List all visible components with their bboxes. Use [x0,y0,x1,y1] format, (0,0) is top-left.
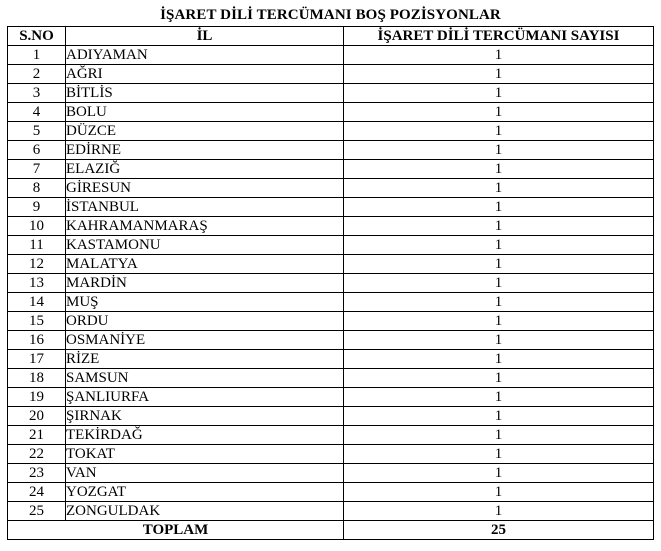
row-sno: 22 [8,445,66,464]
row-sno: 17 [8,350,66,369]
row-il: VAN [66,464,344,483]
table-row [8,331,654,350]
row-sno: 1 [8,46,66,65]
row-count: 1 [344,198,654,217]
table-header-row [8,27,654,46]
row-il: YOZGAT [66,483,344,502]
table-row [8,407,654,426]
row-sno: 11 [8,236,66,255]
row-count: 1 [344,103,654,122]
row-count: 1 [344,236,654,255]
header-count: İŞARET DİLİ TERCÜMANI SAYISI [344,27,654,46]
table-row [8,426,654,445]
row-count: 1 [344,483,654,502]
row-il: İSTANBUL [66,198,344,217]
row-count: 1 [344,65,654,84]
table-row [8,103,654,122]
row-sno: 3 [8,84,66,103]
row-il: KAHRAMANMARAŞ [66,217,344,236]
row-il: OSMANİYE [66,331,344,350]
header-sno: S.NO [8,27,66,46]
row-count: 1 [344,122,654,141]
row-count: 1 [344,350,654,369]
row-il: BOLU [66,103,344,122]
row-il: EDİRNE [66,141,344,160]
row-il: AĞRI [66,65,344,84]
row-il: MARDİN [66,274,344,293]
table-row [8,464,654,483]
row-count: 1 [344,84,654,103]
table-row [8,388,654,407]
row-count: 1 [344,255,654,274]
table-row [8,255,654,274]
positions-table [7,26,654,540]
row-sno: 20 [8,407,66,426]
row-sno: 7 [8,160,66,179]
total-value: 25 [344,521,654,540]
table-row [8,198,654,217]
row-il: ŞIRNAK [66,407,344,426]
row-sno: 21 [8,426,66,445]
row-il: RİZE [66,350,344,369]
row-count: 1 [344,426,654,445]
table-row [8,293,654,312]
row-sno: 9 [8,198,66,217]
row-il: MUŞ [66,293,344,312]
row-count: 1 [344,160,654,179]
table-row [8,236,654,255]
row-count: 1 [344,388,654,407]
row-count: 1 [344,141,654,160]
row-il: ELAZIĞ [66,160,344,179]
row-sno: 8 [8,179,66,198]
row-sno: 14 [8,293,66,312]
row-count: 1 [344,407,654,426]
table-row [8,84,654,103]
row-il: SAMSUN [66,369,344,388]
row-il: ŞANLIURFA [66,388,344,407]
row-sno: 2 [8,65,66,84]
row-il: ORDU [66,312,344,331]
table-row [8,445,654,464]
row-sno: 24 [8,483,66,502]
row-count: 1 [344,217,654,236]
row-sno: 15 [8,312,66,331]
row-count: 1 [344,369,654,388]
row-sno: 6 [8,141,66,160]
row-count: 1 [344,312,654,331]
table-row [8,369,654,388]
row-sno: 16 [8,331,66,350]
table-row [8,179,654,198]
table-row [8,312,654,331]
row-sno: 13 [8,274,66,293]
row-count: 1 [344,445,654,464]
table-row [8,502,654,521]
row-count: 1 [344,274,654,293]
table-row [8,46,654,65]
row-il: MALATYA [66,255,344,274]
row-il: BİTLİS [66,84,344,103]
table-row [8,122,654,141]
row-sno: 4 [8,103,66,122]
table-row [8,274,654,293]
row-count: 1 [344,46,654,65]
table-row [8,217,654,236]
row-il: KASTAMONU [66,236,344,255]
row-il: TOKAT [66,445,344,464]
row-sno: 10 [8,217,66,236]
row-sno: 5 [8,122,66,141]
table-body [8,46,654,540]
table-row [8,65,654,84]
row-sno: 12 [8,255,66,274]
row-il: ADIYAMAN [66,46,344,65]
row-count: 1 [344,464,654,483]
table-row [8,141,654,160]
total-label: TOPLAM [8,521,344,540]
row-sno: 23 [8,464,66,483]
row-sno: 19 [8,388,66,407]
row-sno: 18 [8,369,66,388]
row-il: DÜZCE [66,122,344,141]
row-sno: 25 [8,502,66,521]
table-row [8,483,654,502]
row-il: GİRESUN [66,179,344,198]
total-row [8,521,654,540]
header-il: İL [66,27,344,46]
row-count: 1 [344,293,654,312]
table-row [8,350,654,369]
row-il: TEKİRDAĞ [66,426,344,445]
row-count: 1 [344,179,654,198]
table-row [8,160,654,179]
row-il: ZONGULDAK [66,502,344,521]
row-count: 1 [344,502,654,521]
row-count: 1 [344,331,654,350]
document-title: İŞARET DİLİ TERCÜMANI BOŞ POZİSYONLAR [160,7,501,23]
